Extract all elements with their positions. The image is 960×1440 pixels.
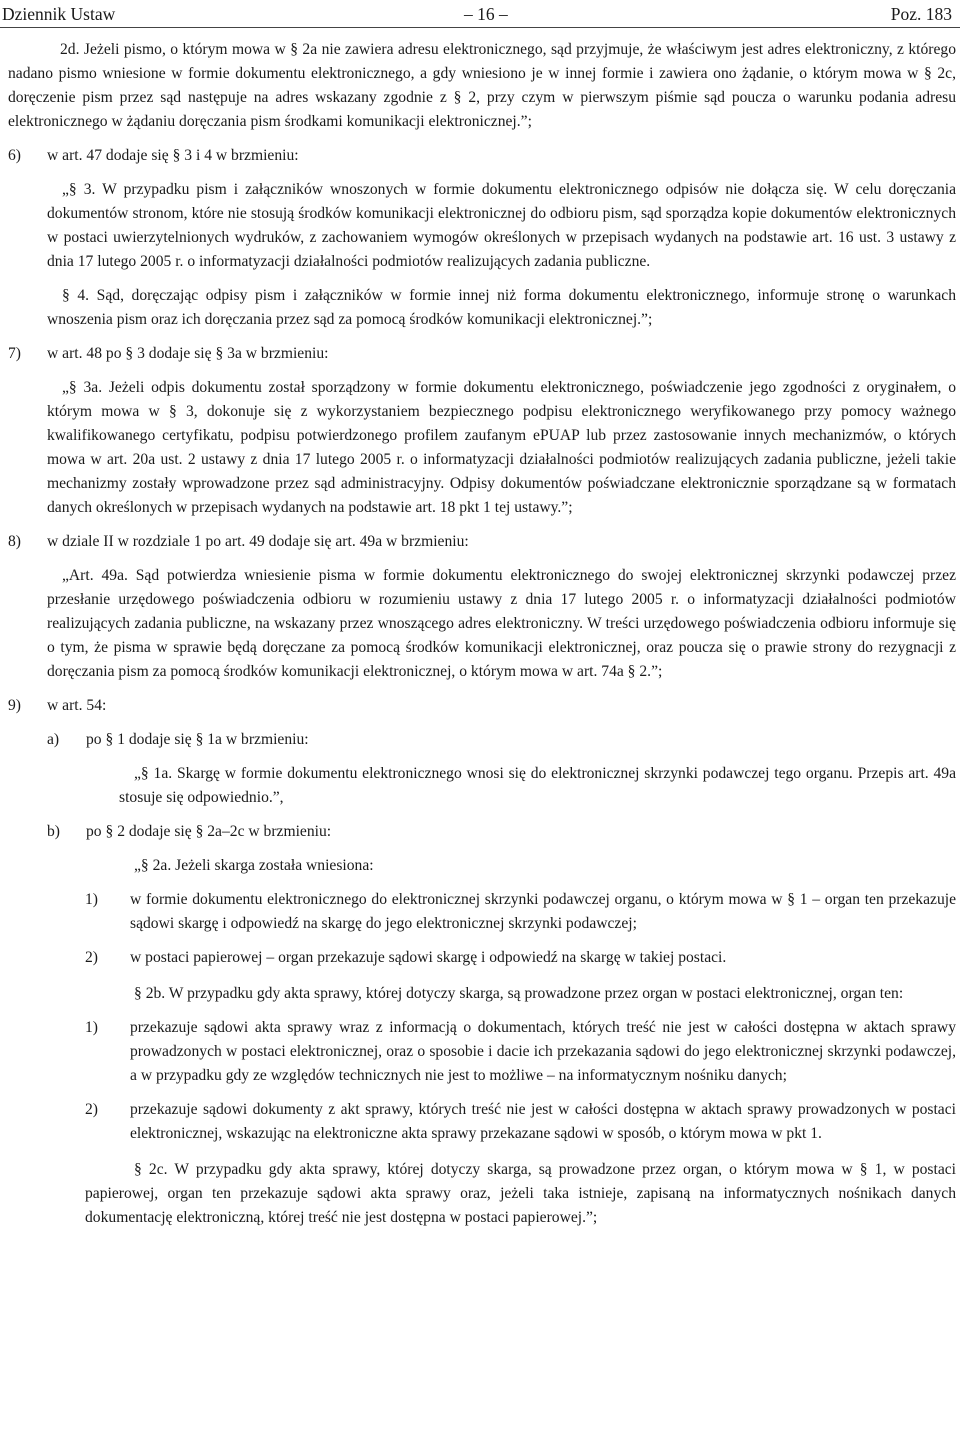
paragraph-art54-2c: § 2c. W przypadku gdy akta sprawy, której dotyczy skarga, są prowadzone przez organ, o którym mowa w § 1, w postaci papierowej, organ ten przekazuje sądowi akta sprawy oraz, jeżeli taka istnieje, zapisaną na informatycznych nośnikach danych dokumentację elektroniczną, której treść nie jest dostępna w postaci papierowej.”;: [85, 1161, 956, 1226]
list-item-9a: [47, 728, 956, 752]
item-number: 1): [85, 1019, 98, 1036]
paragraph-art48-3a: „§ 3a. Jeżeli odpis dokumentu został sporządzony w formie dokumentu elektronicznego, poświadczenie jego zgodności z oryginałem, o którym mowa w § 3, dokonuje się z wykorzystaniem bezpiecznego podpisu elektronicznego weryfikowanego przy pomocy ważnego kwalifikowanego certyfikatu, podpisu potwierdzonego profilem zaufanym ePUAP lub przez zastosowanie innych mechanizmów, o których mowa w art. 20a ust. 2 ustawy z dnia 17 lutego 2005 r. o informatyzacji działalności podmiotów realizujących zadania publiczne, jeżeli takie mechanizmy zostały wprowadzone przez sąd administracyjny. Odpisy dokumentów poświadczane elektronicznie sporządzane są w formatach danych określonych w przepisach wydanych na podstawie art. 18 pkt 1 tej ustawy.”;: [47, 379, 956, 516]
list-item-8: [8, 530, 956, 554]
item-text: w formie dokumentu elektronicznego do elektronicznej skrzynki podawczej organu, o którym mowa w § 1 – organ ten przekazuje sądowi skargę i odpowiedź na skargę do jego elektronicznej skrzynki podawczej;: [130, 891, 956, 932]
item-letter: a): [47, 731, 60, 748]
header-divider: [0, 27, 960, 28]
item-text: w art. 47 dodaje się § 3 i 4 w brzmieniu:: [47, 147, 299, 164]
item-text: w postaci papierowej – organ przekazuje sądowi skargę i odpowiedź na skargę w takiej postaci.: [130, 949, 727, 966]
paragraph-art54-2a: „§ 2a. Jeżeli skarga została wniesiona:: [134, 857, 374, 874]
list-item-9: [8, 694, 956, 718]
item-text: w art. 48 po § 3 dodaje się § 3a w brzmieniu:: [47, 345, 329, 362]
list-item-2a-2: [85, 946, 956, 970]
item-text: po § 2 dodaje się § 2a–2c w brzmieniu:: [86, 823, 332, 840]
list-item-2b-1: [85, 1016, 956, 1088]
list-item-2b-2: [85, 1098, 956, 1146]
item-letter: b): [47, 823, 60, 840]
paragraph-art47-3: „§ 3. W przypadku pism i załączników wnoszonych w formie dokumentu elektronicznego odpisów nie dołącza się. W celu doręczania dokumentów stronom, które nie stosują środków komunikacji elektronicznej do odbioru pism, sąd sporządza kopie dokumentów elektronicznych w postaci uwierzytelnionych wydruków, z zachowaniem wymogów określonych w przepisach wydanych na podstawie art. 16 ust. 3 ustawy z dnia 17 lutego 2005 r. o informatyzacji działalności podmiotów realizujących zadania publiczne.: [47, 181, 956, 270]
paragraph-art54-2b: § 2b. W przypadku gdy akta sprawy, której dotyczy skarga, są prowadzone przez organ w postaci elektronicznej, organ ten:: [134, 985, 904, 1002]
paragraph-art54-1a: „§ 1a. Skargę w formie dokumentu elektronicznego wnosi się do elektronicznej skrzynki podawczej tego organu. Przepis art. 49a stosuje się odpowiednio.”,: [119, 765, 956, 806]
item-number: 8): [8, 533, 21, 550]
item-number: 6): [8, 147, 21, 164]
item-number: 2): [85, 949, 98, 966]
item-number: 2): [85, 1101, 98, 1118]
item-number: 9): [8, 697, 21, 714]
journal-title: Dziennik Ustaw: [2, 4, 116, 24]
item-text: przekazuje sądowi akta sprawy wraz z informacją o dokumentach, których treść nie jest w całości dostępna w aktach sprawy prowadzonych w postaci elektronicznej, oraz o sposobie i dacie ich przekazania sądowi do jego elektronicznej skrzynki podawczej, a w przypadku gdy ze względów technicznych nie jest to możliwe – na informatycznym nośniku danych;: [130, 1019, 956, 1084]
page-number: – 16 –: [464, 4, 508, 24]
list-item-6: [8, 144, 956, 168]
paragraph-art49a: „Art. 49a. Sąd potwierdza wniesienie pisma w formie dokumentu elektronicznego do swojej elektronicznej skrzynki podawczej przez przesłanie urzędowego poświadczenia odbioru w rozumieniu ustawy z dnia 17 lutego 2005 r. o informatyzacji działalności podmiotów realizujących zadania publiczne, na wskazany przez wnoszącego adres elektroniczny. W treści urzędowego poświadczenia odbioru informuje się o tym, że pisma w sprawie będą doręczane za pomocą środków komunikacji elektronicznej, oraz poucza się o prawie strony do rezygnacji z doręczania pism za pomocą środków komunikacji elektronicznej, o którym mowa w art. 74a § 2.”;: [47, 567, 956, 680]
list-item-2a-1: [85, 888, 956, 936]
document-body: [8, 38, 956, 1230]
item-text: w art. 54:: [47, 697, 107, 714]
paragraph-art47-4: § 4. Sąd, doręczając odpisy pism i załączników w formie innej niż forma dokumentu elektronicznego, informuje stronę o warunkach wnoszenia pism oraz ich doręczania przez sąd za pomocą środków komunikacji elektronicznej.”;: [47, 287, 956, 328]
item-number: 7): [8, 345, 21, 362]
list-item-9b: [47, 820, 956, 844]
item-text: po § 1 dodaje się § 1a w brzmieniu:: [86, 731, 309, 748]
item-text: przekazuje sądowi dokumenty z akt sprawy, których treść nie jest w całości dostępna w aktach sprawy prowadzonych w postaci elektronicznej, wskazując na elektroniczne akta sprawy przekazane sądowi w sposób, o którym mowa w pkt 1.: [130, 1101, 956, 1142]
item-text: w dziale II w rozdziale 1 po art. 49 dodaje się art. 49a w brzmieniu:: [47, 533, 469, 550]
position-number: Poz. 183: [890, 4, 952, 24]
list-item-7: [8, 342, 956, 366]
item-number: 1): [85, 891, 98, 908]
paragraph-2d: 2d. Jeżeli pismo, o którym mowa w § 2a nie zawiera adresu elektronicznego, sąd przyjmuje, że właściwym jest adres elektroniczny, z którego nadano pismo wniesione w formie dokumentu elektronicznego, a gdy wniesiono je w innej formie i zawiera ono żądanie, o którym mowa w § 2c, doręczenie pism przez sąd następuje na adres wskazany zgodnie z § 2, przy czym w pierwszym piśmie sąd poucza o warunku podania adresu elektronicznego w żądaniu doręczania pism środkami komunikacji elektronicznej.”;: [8, 41, 956, 130]
page-header: [0, 0, 960, 28]
